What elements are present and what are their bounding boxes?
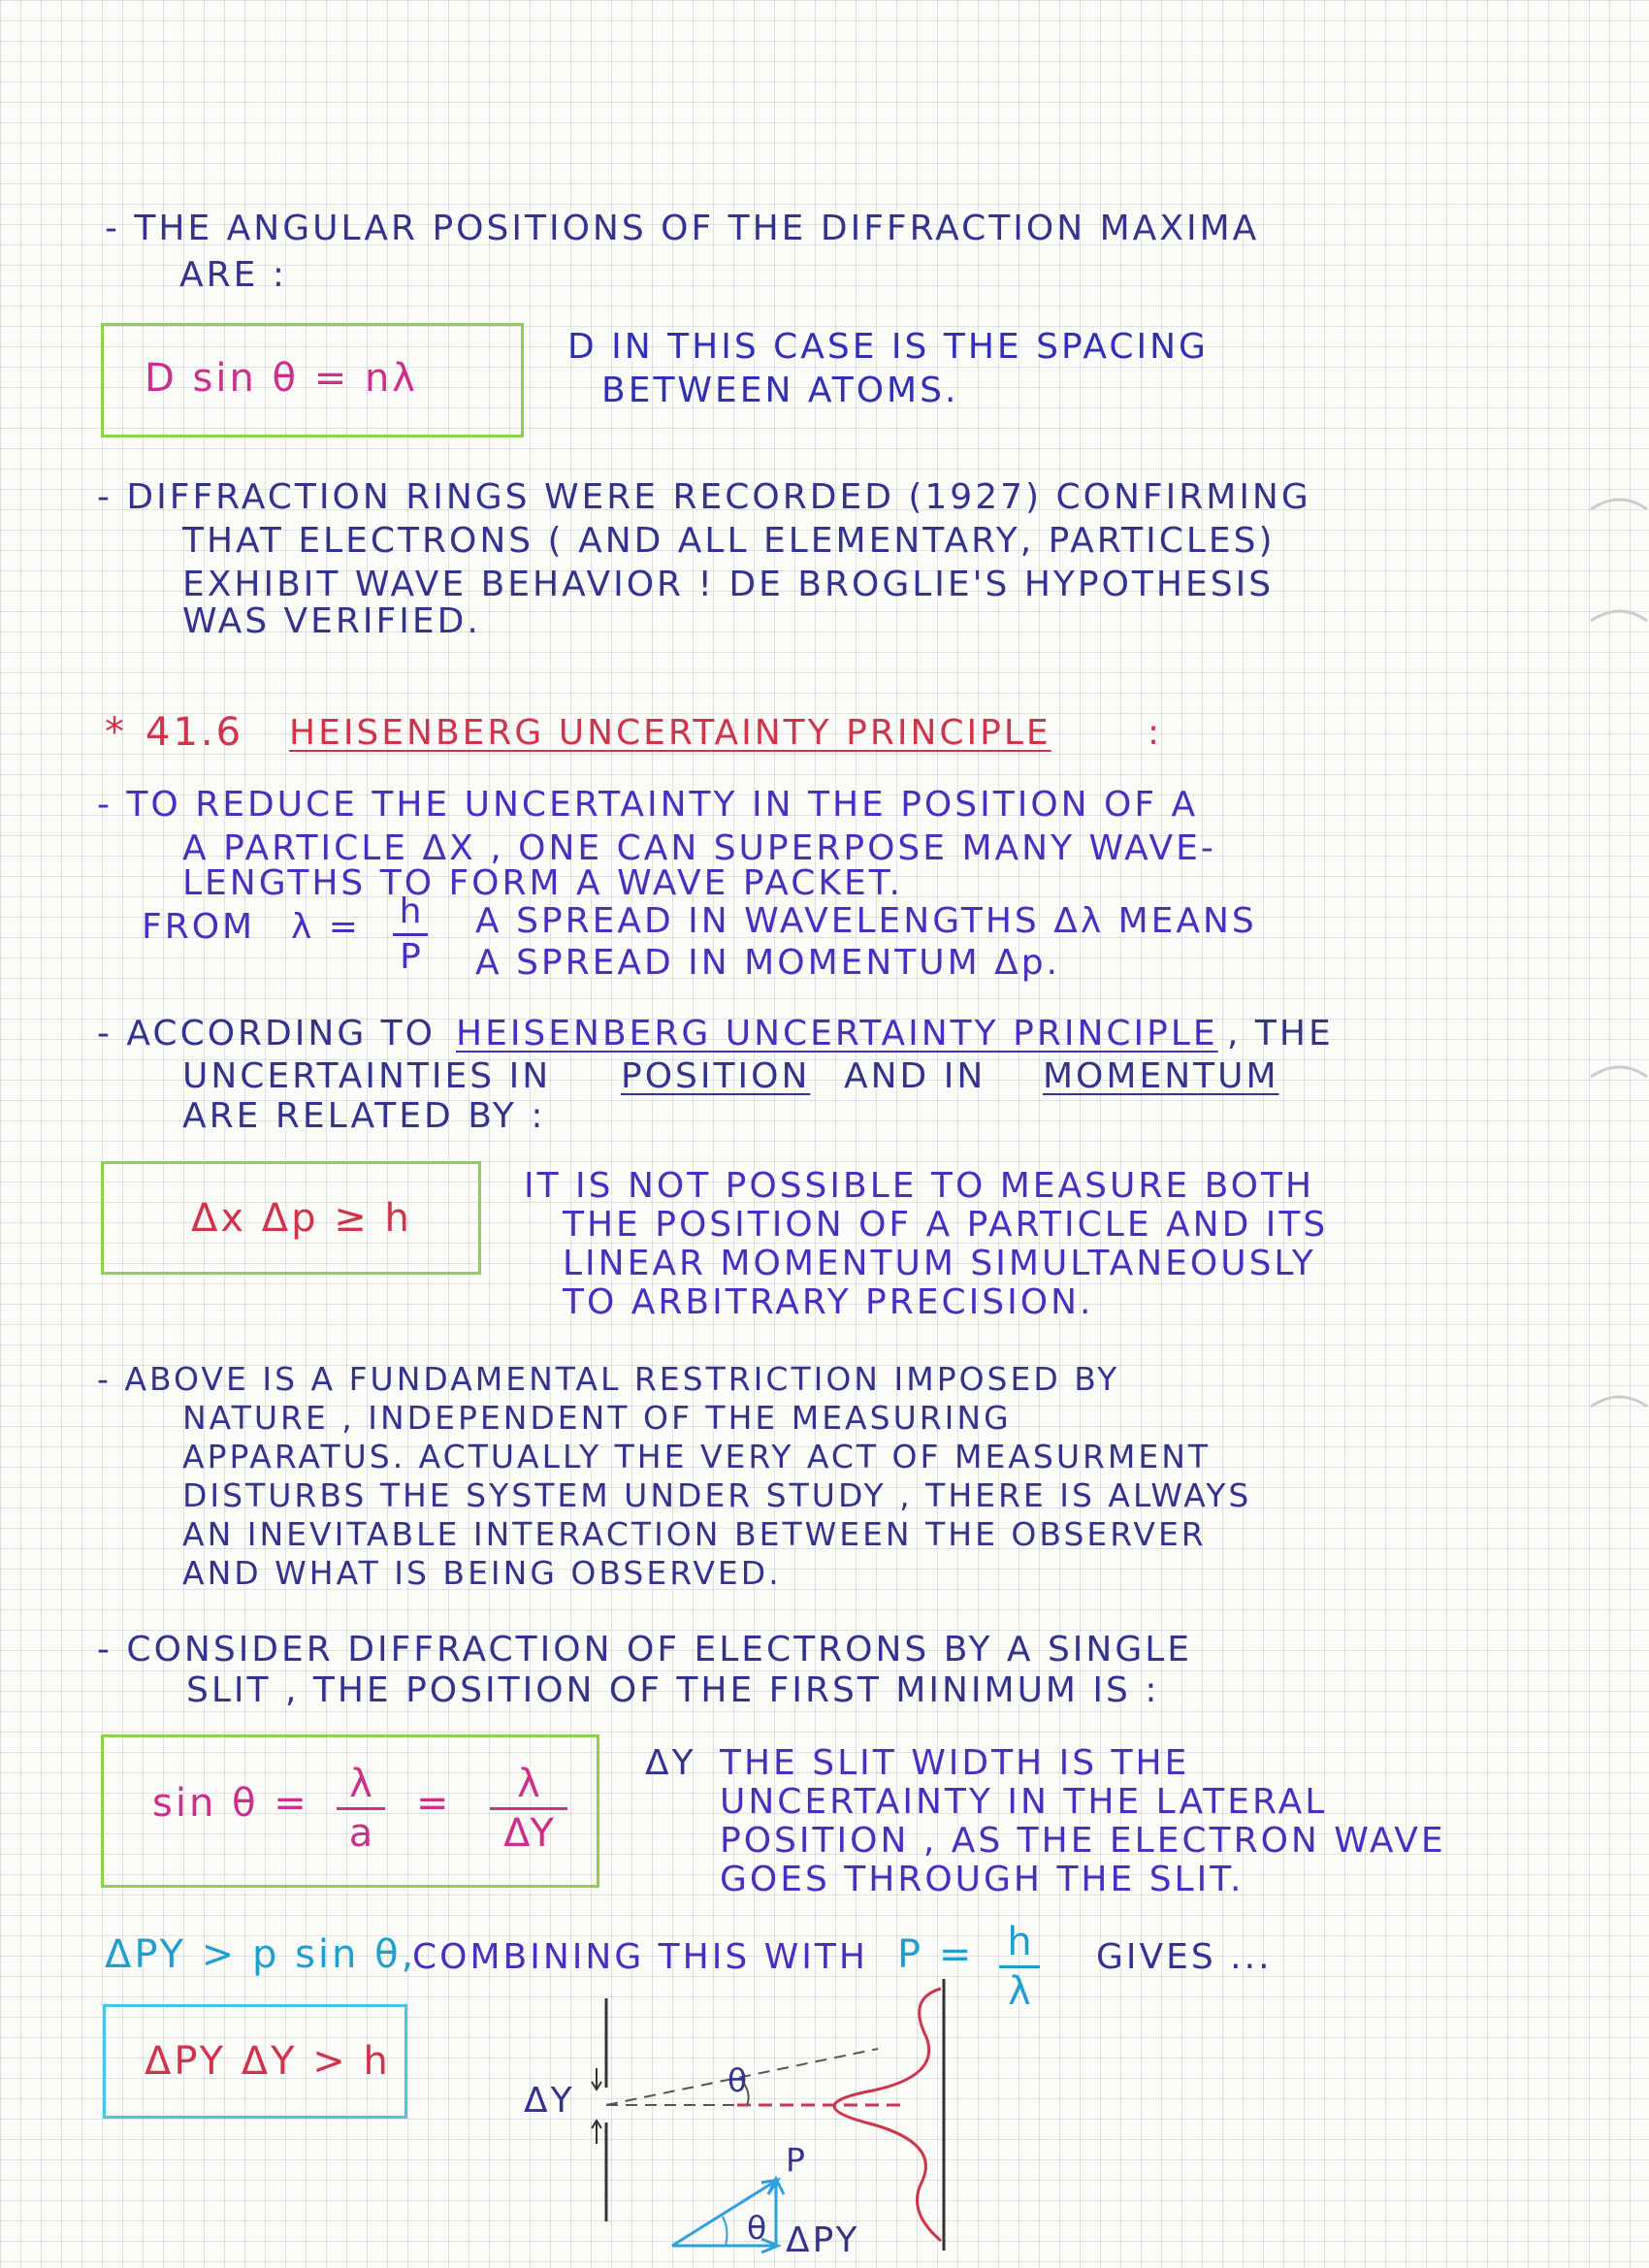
slit-note-dy: ΔY: [645, 1743, 696, 1783]
binder-hole-mark: [1581, 480, 1649, 519]
final-result-box: [103, 2004, 407, 2119]
restriction-line5: AN INEVITABLE INTERACTION BETWEEN THE OBSERVER: [182, 1515, 1207, 1553]
restriction-line1: - ABOVE IS A FUNDAMENTAL RESTRICTION IMPOSED BY: [97, 1360, 1120, 1398]
combine-lambda: λ: [1008, 1969, 1031, 2014]
diagram-dy: ΔY: [524, 2081, 575, 2121]
diagram-dpy: ΔPY: [786, 2220, 860, 2260]
uncertainty-formula: Δx Δp ≥ h: [191, 1196, 412, 1241]
intensity-curve: [834, 1989, 941, 2241]
rings-line2: THAT ELECTRONS ( AND ALL ELEMENTARY, PARTICLES): [182, 521, 1276, 561]
slit-formula-box: [101, 1734, 599, 1888]
section-colon: :: [1148, 713, 1163, 753]
according-position: POSITION: [621, 1056, 811, 1096]
slit-line2: SLIT , THE POSITION OF THE FIRST MINIMUM IS :: [186, 1670, 1160, 1710]
final-result: ΔPY ΔY > h: [145, 2039, 391, 2084]
diagram-theta: θ: [728, 2061, 751, 2099]
combine-p-eq: P =: [897, 1932, 975, 1977]
slit-a: a: [348, 1811, 373, 1856]
bragg-note-line1: D IN THIS CASE IS THE SPACING: [567, 327, 1209, 367]
packet-spread1: A SPREAD IN WAVELENGTHS Δλ MEANS: [475, 901, 1257, 941]
packet-spread2: A SPREAD IN MOMENTUM Δp.: [475, 943, 1061, 983]
slit-diffraction-diagram: [514, 1969, 960, 2260]
according-line3: ARE RELATED BY :: [182, 1096, 546, 1136]
according-suffix: , THE: [1227, 1014, 1334, 1053]
restriction-line3: APPARATUS. ACTUALLY THE VERY ACT OF MEASURMENT: [182, 1438, 1212, 1475]
binder-hole-mark: [1581, 592, 1649, 631]
combine-h-over-lambda: [999, 1920, 1040, 2014]
packet-line2: A PARTICLE ΔX , ONE CAN SUPERPOSE MANY WAVE-: [182, 828, 1216, 868]
principle-note3: LINEAR MOMENTUM SIMULTANEOUSLY: [563, 1244, 1316, 1283]
packet-p: P: [400, 937, 421, 977]
slit-lambda-2: λ: [517, 1762, 540, 1806]
slit-note3: POSITION , AS THE ELECTRON WAVE: [720, 1821, 1446, 1861]
restriction-line2: NATURE , INDEPENDENT OF THE MEASURING: [182, 1399, 1012, 1437]
according-prefix: - ACCORDING TO: [97, 1014, 436, 1053]
bragg-note-line2: BETWEEN ATOMS.: [601, 371, 959, 410]
slit-equals: =: [416, 1781, 452, 1826]
slit-note1: THE SLIT WIDTH IS THE: [720, 1743, 1190, 1783]
according-momentum: MOMENTUM: [1043, 1056, 1279, 1096]
packet-line3: LENGTHS TO FORM A WAVE PACKET.: [182, 863, 903, 903]
restriction-line6: AND WHAT IS BEING OBSERVED.: [182, 1554, 782, 1592]
diagram-p: P: [786, 2141, 808, 2179]
section-title: HEISENBERG UNCERTAINTY PRINCIPLE: [289, 713, 1051, 753]
bragg-formula: D sin θ = nλ: [145, 356, 418, 401]
slit-line1: - CONSIDER DIFFRACTION OF ELECTRONS BY A SINGLE: [97, 1630, 1193, 1669]
uncertainty-formula-box: [101, 1161, 481, 1275]
packet-line1: - TO REDUCE THE UNCERTAINTY IN THE POSITION OF A: [97, 785, 1199, 825]
principle-note2: THE POSITION OF A PARTICLE AND ITS: [563, 1205, 1329, 1245]
combine-h: h: [1007, 1920, 1032, 1964]
principle-note4: TO ARBITRARY PRECISION.: [563, 1282, 1094, 1322]
binder-hole-mark: [1581, 1377, 1649, 1416]
packet-h: h: [399, 891, 422, 931]
rings-line1: - DIFFRACTION RINGS WERE RECORDED (1927) CONFIRMING: [97, 477, 1311, 517]
slit-dy: ΔY: [503, 1811, 554, 1856]
bragg-formula-box: [101, 323, 524, 437]
restriction-line4: DISTURBS THE SYSTEM UNDER STUDY , THERE IS ALWAYS: [182, 1476, 1252, 1514]
principle-note1: IT IS NOT POSSIBLE TO MEASURE BOTH: [524, 1166, 1315, 1206]
combine-inequality: ΔPY > p sin θ,: [105, 1932, 417, 1977]
packet-from: FROM: [142, 907, 256, 947]
maxima-intro-line2: ARE :: [179, 255, 287, 295]
packet-h-over-p: [393, 891, 428, 977]
slit-lambda: λ: [349, 1762, 372, 1806]
combine-gives: GIVES ...: [1096, 1937, 1273, 1977]
slit-lambda-over-dy: [490, 1762, 567, 1856]
slit-note4: GOES THROUGH THE SLIT.: [720, 1860, 1245, 1899]
according-title: HEISENBERG UNCERTAINTY PRINCIPLE: [456, 1014, 1218, 1053]
according-line2b: AND IN: [844, 1056, 986, 1096]
packet-lambda-eq: λ =: [291, 907, 361, 947]
combine-text: COMBINING THIS WITH: [412, 1937, 868, 1977]
rings-line3: EXHIBIT WAVE BEHAVIOR ! DE BROGLIE'S HYPOTHESIS: [182, 565, 1275, 604]
according-line2a: UNCERTAINTIES IN: [182, 1056, 552, 1096]
slit-note2: UNCERTAINTY IN THE LATERAL: [720, 1782, 1328, 1822]
binder-hole-mark: [1581, 1048, 1649, 1086]
slit-sin-theta: sin θ =: [152, 1781, 309, 1826]
slit-lambda-over-a: [337, 1762, 385, 1856]
diagram-theta2: θ: [747, 2209, 770, 2247]
section-star: *: [105, 710, 127, 755]
maxima-intro-line1: - THE ANGULAR POSITIONS OF THE DIFFRACTION MAXIMA: [105, 209, 1260, 248]
section-number: 41.6: [146, 710, 244, 755]
rings-line4: WAS VERIFIED.: [182, 601, 481, 641]
